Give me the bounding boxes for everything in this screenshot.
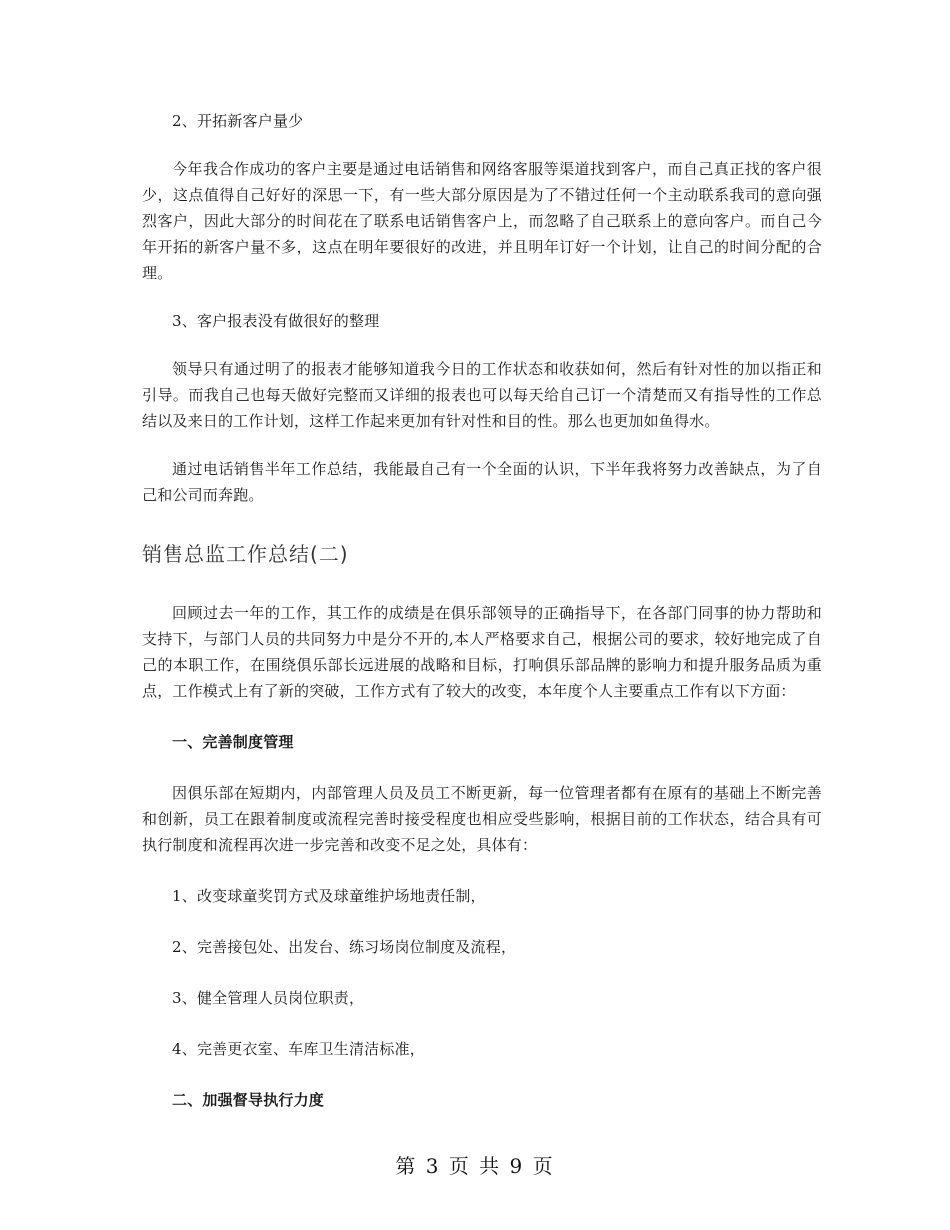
body-paragraph: 回顾过去一年的工作，其工作的成绩是在俱乐部领导的正确指导下，在各部门同事的协力帮助和支持下，与部门人员的共同努力中是分不开的,本人严格要求自己，根据公司的要求，较好地完成了自己的本职工作，在围绕俱乐部长远进展的战略和目标，打响俱乐部品牌的影响力和提升服务品质为重点，工作模式上有了新的突破，工作方式有了较大的改变，本年度个人主要重点工作有以下方面： bbox=[142, 604, 822, 700]
list-item: 4、完善更衣室、车库卫生清洁标准， bbox=[172, 1040, 425, 1058]
list-item: 2、完善接包处、出发台、练习场岗位制度及流程， bbox=[172, 938, 517, 956]
subsection-heading: 二、加强督导执行力度 bbox=[172, 1091, 325, 1109]
list-item: 1、改变球童奖罚方式及球童维护场地责任制， bbox=[172, 887, 486, 905]
section-title: 销售总监工作总结(二) bbox=[142, 542, 349, 566]
list-item: 3、健全管理人员岗位职责， bbox=[172, 989, 365, 1007]
list-item-heading: 3、客户报表没有做很好的整理 bbox=[172, 312, 380, 330]
body-paragraph: 今年我合作成功的客户主要是通过电话销售和网络客服等渠道找到客户，而自己真正找的客户很少，这点值得自己好好的深思一下，有一些大部分原因是为了不错过任何一个主动联系我司的意向强烈客户，因此大部分的时间花在了联系电话销售客户上，而忽略了自己联系上的意向客户。而自己今年开拓的新客户量不多，这点在明年要很好的改进，并且明年订好一个计划，让自己的时间分配的合理。 bbox=[142, 160, 822, 282]
page-footer: 第 3 页 共 9 页 bbox=[395, 1154, 555, 1178]
body-paragraph: 通过电话销售半年工作总结，我能最自己有一个全面的认识，下半年我将努力改善缺点，为了自己和公司而奔跑。 bbox=[142, 460, 822, 504]
subsection-heading: 一、完善制度管理 bbox=[172, 733, 294, 751]
body-paragraph: 因俱乐部在短期内，内部管理人员及员工不断更新，每一位管理者都有在原有的基础上不断完善和创新，员工在跟着制度或流程完善时接受程度也相应受些影响，根据目前的工作状态，结合具有可执行制度和流程再次进一步完善和改变不足之处，具体有： bbox=[142, 784, 822, 854]
page-body bbox=[142, 108, 822, 1113]
list-item-heading: 2、开拓新客户量少 bbox=[172, 112, 304, 130]
body-paragraph: 领导只有通过明了的报表才能够知道我今日的工作状态和收获如何，然后有针对性的加以指正和引导。而我自己也每天做好完整而又详细的报表也可以每天给自己订一个清楚而又有指导性的工作总结以及来日的工作计划，这样工作起来更加有针对性和目的性。那么也更加如鱼得水。 bbox=[142, 360, 822, 430]
